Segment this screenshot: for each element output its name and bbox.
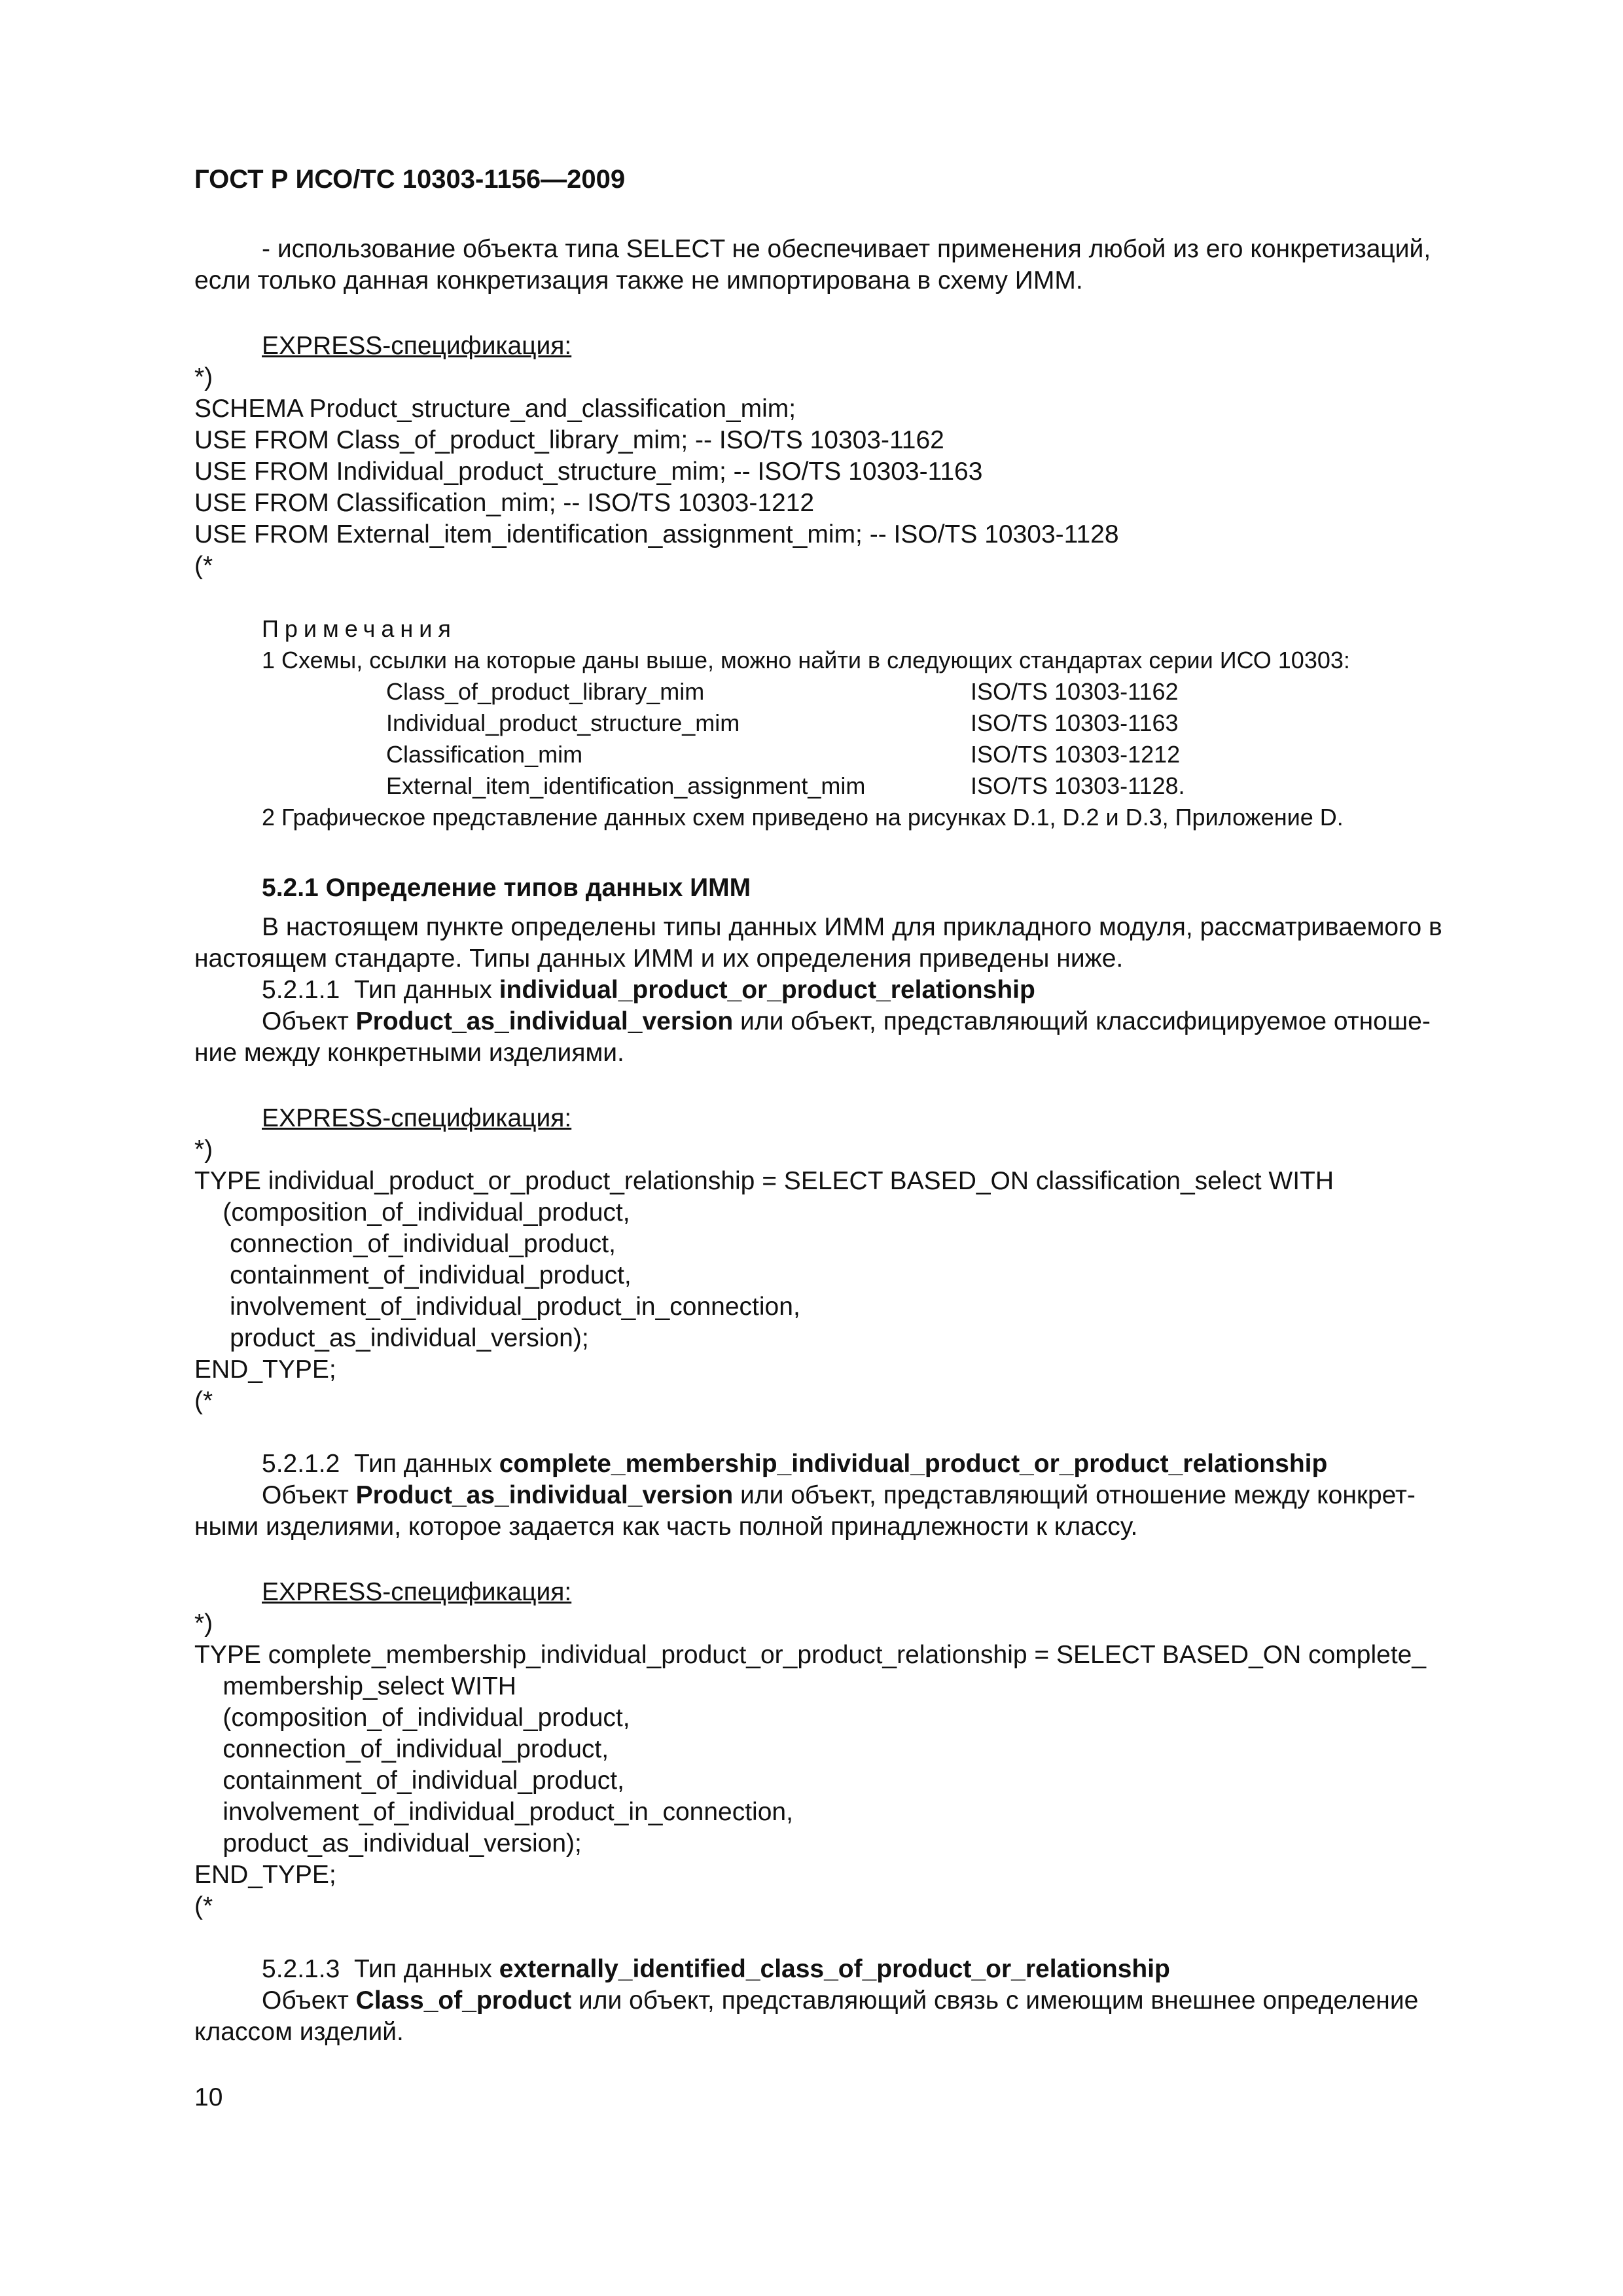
code-line: *): [194, 1136, 213, 1164]
subsection-desc-line-1: [262, 1480, 1416, 1511]
note-table-standard: ISO/TS 10303-1162: [971, 678, 1179, 705]
note-table-schema: External_item_identification_assignment_mim: [386, 772, 866, 799]
code-line: USE FROM Individual_product_structure_mim; -- ISO/TS 10303-1163: [194, 457, 983, 486]
subsection-desc-line-1: [262, 1985, 1418, 2017]
subsection-desc-line-2: ными изделиями, которое задается как часть полной принадлежности к классу.: [194, 1513, 1138, 1541]
section-title: Определение типов данных ИММ: [325, 874, 751, 902]
code-line: involvement_of_individual_product_in_connection,: [194, 1293, 800, 1321]
desc-rest: или объект, представляющий связь с имеющим внешнее определение: [578, 1986, 1419, 2015]
code-line: product_as_individual_version);: [194, 1324, 589, 1352]
desc-entity: Class_of_product: [355, 1986, 572, 2015]
subsection-heading-5-2-1-3: [262, 1954, 1170, 1985]
type-name: complete_membership_individual_product_or_product_relationship: [499, 1450, 1328, 1478]
code-line: USE FROM Class_of_product_library_mim; -- ISO/TS 10303-1162: [194, 426, 944, 454]
subsection-prefix: Тип данных: [353, 976, 492, 1004]
express-label: EXPRESS-спецификация:: [262, 1578, 572, 1606]
note-table-standard: ISO/TS 10303-1128.: [971, 772, 1185, 799]
desc-entity: Product_as_individual_version: [355, 1007, 734, 1035]
subsection-desc-line-2: ние между конкретными изделиями.: [194, 1039, 624, 1067]
note-table-standard: ISO/TS 10303-1212: [971, 741, 1181, 768]
desc-rest: или объект, представляющий классифицируемое отноше-: [740, 1007, 1431, 1035]
desc-obj: Объект: [262, 1986, 349, 2015]
note-2: 2 Графическое представление данных схем приведено на рисунках D.1, D.2 и D.3, Приложение D.: [262, 804, 1344, 831]
notes-title: Примечания: [262, 615, 457, 642]
desc-entity: Product_as_individual_version: [355, 1481, 734, 1509]
subsection-prefix: Тип данных: [353, 1450, 492, 1478]
subsection-prefix: Тип данных: [353, 1955, 492, 1983]
page-number: 10: [194, 2083, 223, 2111]
section-para-line-1: В настоящем пункте определены типы данных ИММ для прикладного модуля, рассматриваемого в: [262, 913, 1442, 941]
code-line: (*: [194, 1892, 213, 1920]
code-line: (composition_of_individual_product,: [194, 1198, 630, 1227]
code-line: TYPE complete_membership_individual_product_or_product_relationship = SELECT BASED_ON complete_: [194, 1641, 1427, 1669]
code-line: (*: [194, 1387, 213, 1415]
code-line: END_TYPE;: [194, 1861, 336, 1889]
note-table-schema: Individual_product_structure_mim: [386, 709, 740, 736]
note-1: 1 Схемы, ссылки на которые даны выше, можно найти в следующих стандартах серии ИСО 10303:: [262, 647, 1350, 673]
subsection-heading-5-2-1-1: [262, 975, 1035, 1006]
section-number: 5.2.1: [262, 874, 319, 902]
code-line: membership_select WITH: [194, 1672, 516, 1700]
subsection-heading-5-2-1-2: [262, 1448, 1327, 1480]
section-heading-5-2-1: [262, 872, 751, 904]
code-line: USE FROM External_item_identification_assignment_mim; -- ISO/TS 10303-1128: [194, 520, 1119, 548]
code-line: containment_of_individual_product,: [194, 1261, 632, 1289]
express-label: EXPRESS-спецификация:: [262, 332, 572, 360]
code-line: (composition_of_individual_product,: [194, 1704, 630, 1732]
note-table-schema: Classification_mim: [386, 741, 583, 768]
express-label: EXPRESS-спецификация:: [262, 1104, 572, 1132]
code-line: connection_of_individual_product,: [194, 1735, 609, 1763]
code-line: SCHEMA Product_structure_and_classification_mim;: [194, 395, 796, 423]
intro-line-1: - использование объекта типа SELECT не обеспечивает применения любой из его конкретизаций,: [262, 235, 1431, 263]
subsection-number: 5.2.1.1: [262, 976, 340, 1004]
subsection-desc-line-1: [262, 1006, 1431, 1037]
code-line: involvement_of_individual_product_in_connection,: [194, 1798, 793, 1826]
note-table-schema: Class_of_product_library_mim: [386, 678, 705, 705]
code-line: *): [194, 1609, 213, 1638]
code-line: containment_of_individual_product,: [194, 1767, 624, 1795]
code-line: (*: [194, 552, 213, 580]
code-line: connection_of_individual_product,: [194, 1230, 616, 1258]
section-para-line-2: настоящем стандарте. Типы данных ИММ и их определения приведены ниже.: [194, 944, 1124, 973]
type-name: individual_product_or_product_relationship: [499, 976, 1035, 1004]
code-line: END_TYPE;: [194, 1355, 336, 1384]
note-table-standard: ISO/TS 10303-1163: [971, 709, 1179, 736]
subsection-desc-line-2: классом изделий.: [194, 2018, 404, 2046]
desc-obj: Объект: [262, 1481, 349, 1509]
subsection-number: 5.2.1.2: [262, 1450, 340, 1478]
desc-rest: или объект, представляющий отношение между конкрет-: [740, 1481, 1416, 1509]
type-name: externally_identified_class_of_product_or_relationship: [499, 1955, 1170, 1983]
intro-line-2: если только данная конкретизация также не импортирована в схему ИММ.: [194, 266, 1083, 295]
code-line: product_as_individual_version);: [194, 1829, 582, 1857]
code-line: *): [194, 363, 213, 391]
code-line: USE FROM Classification_mim; -- ISO/TS 10303-1212: [194, 489, 815, 517]
desc-obj: Объект: [262, 1007, 349, 1035]
subsection-number: 5.2.1.3: [262, 1955, 340, 1983]
document-header: ГОСТ Р ИСО/ТС 10303-1156—2009: [194, 165, 626, 194]
code-line: TYPE individual_product_or_product_relationship = SELECT BASED_ON classification_select WITH: [194, 1167, 1334, 1195]
